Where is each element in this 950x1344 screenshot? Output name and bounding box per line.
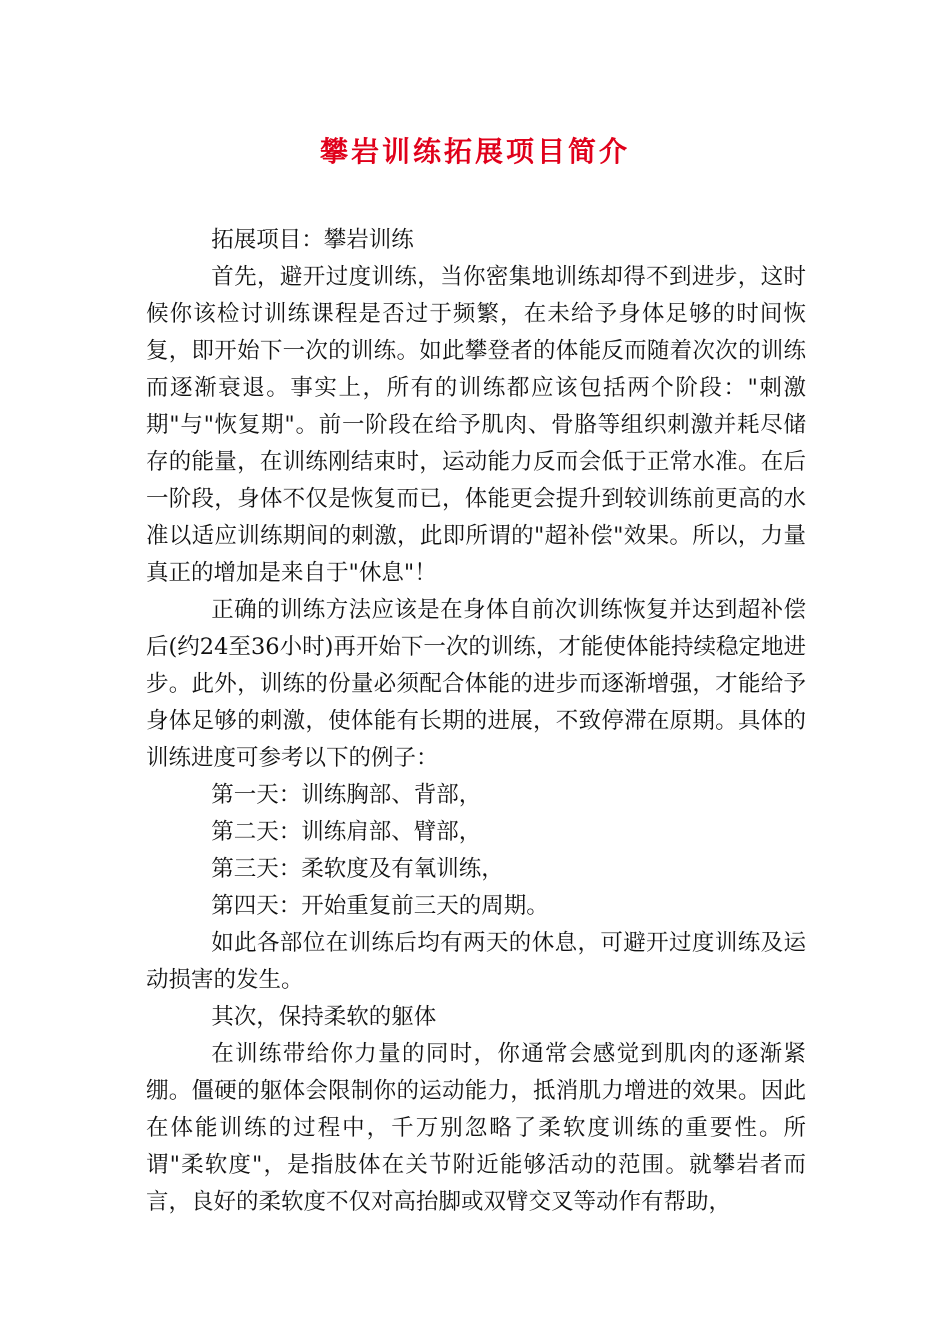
paragraph-flexibility: 在训练带给你力量的同时，你通常会感觉到肌肉的逐渐紧绷。僵硬的躯体会限制你的运动能力，抵消肌力增进的效果。因此在体能训练的过程中，千万别忽略了柔软度训练的重要性。所谓"柔软度"，是指肢体在关节附近能够活动的范围。就攀岩者而言，良好的柔软度不仅对高抬脚或双臂交叉等动作有帮助，	[146, 1041, 806, 1215]
paragraph-project-name: 拓展项目：攀岩训练	[211, 227, 414, 253]
schedule-day-4: 第四天：开始重复前三天的周期。	[211, 893, 549, 919]
paragraph-flexibility-heading: 其次，保持柔软的躯体	[211, 1004, 437, 1030]
schedule-day-2: 第二天：训练肩部、臂部，	[211, 819, 482, 845]
schedule-day-3: 第三天：柔软度及有氧训练，	[211, 856, 504, 882]
schedule-day-1: 第一天：训练胸部、背部，	[211, 782, 482, 808]
paragraph-avoid-overtraining: 首先，避开过度训练，当你密集地训练却得不到进步，这时候你该检讨训练课程是否过于频繁，在未给予身体足够的时间恢复，即开始下一次的训练。如此攀登者的体能反而随着次次的训练而逐渐衰退。事实上，所有的训练都应该包括两个阶段："刺激期"与"恢复期"。前一阶段在给予肌肉、骨胳等组织刺激并耗尽储存的能量，在训练刚结束时，运动能力反而会低于正常水准。在后一阶段，身体不仅是恢复而已，体能更会提升到较训练前更高的水准以适应训练期间的刺激，此即所谓的"超补偿"效果。所以，力量真正的增加是来自于"休息"！	[146, 264, 806, 586]
document-title: 攀岩训练拓展项目简介	[319, 135, 630, 168]
document-body	[146, 222, 806, 1221]
paragraph-rest-note: 如此各部位在训练后均有两天的休息，可避开过度训练及运动损害的发生。	[146, 930, 806, 993]
paragraph-training-method: 正确的训练方法应该是在身体自前次训练恢复并达到超补偿后(约24至36小时)再开始下一次的训练，才能使体能持续稳定地进步。此外，训练的份量必须配合体能的进步而逐渐增强，才能给予身体足够的刺激，使体能有长期的进展，不致停滞在原期。具体的训练进度可参考以下的例子：	[146, 597, 806, 771]
